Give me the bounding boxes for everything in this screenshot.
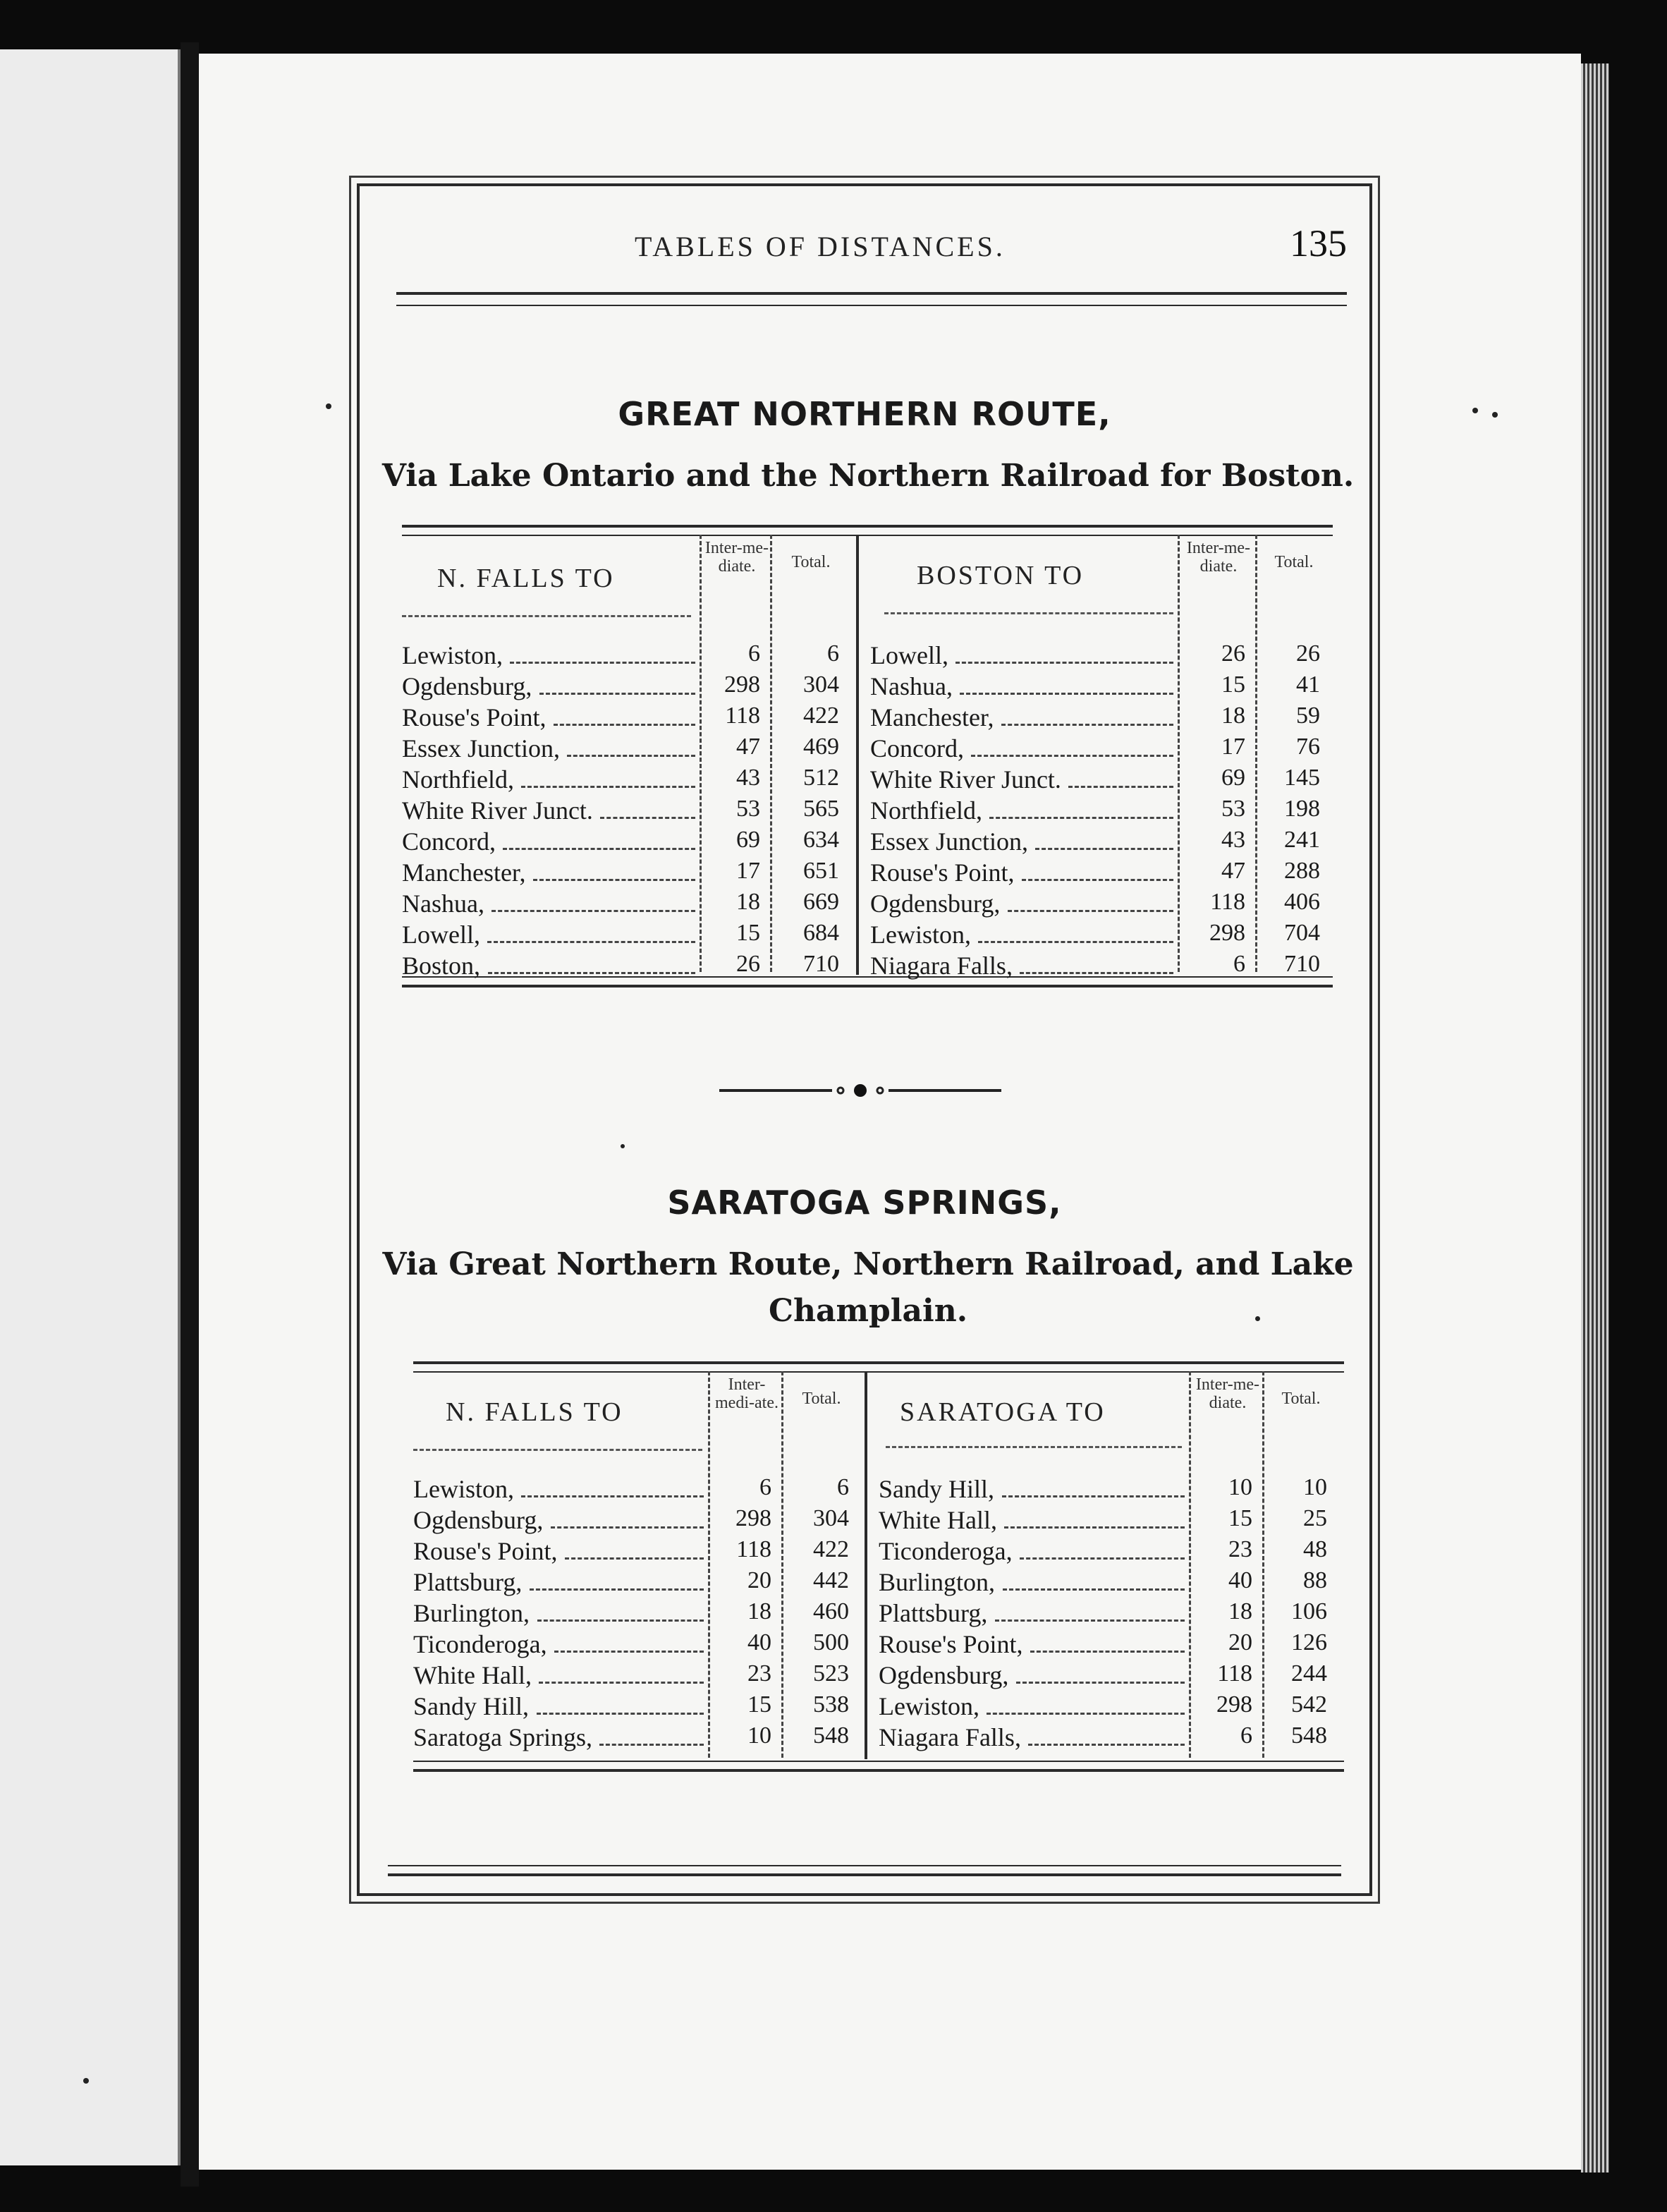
station-name: Ogdensburg, [879, 1661, 1009, 1689]
intermediate-distance: 6 [759, 1474, 771, 1500]
total-distance: 406 [1284, 889, 1320, 915]
total-distance: 6 [827, 640, 839, 667]
total-distance: 710 [1284, 951, 1320, 977]
dot-leader [995, 1620, 1185, 1622]
dot-leader [551, 1526, 704, 1529]
speck [1492, 412, 1498, 418]
table-row [870, 796, 1333, 827]
speck [83, 2078, 89, 2084]
table-row [413, 1598, 862, 1629]
page-frame [357, 183, 1372, 1896]
table-row [413, 1629, 862, 1660]
station-name: Ogdensburg, [870, 889, 1001, 918]
dot-leader [503, 848, 695, 850]
intermediate-distance: 20 [747, 1567, 771, 1593]
dot-leader [600, 817, 695, 819]
intermediate-distance: 26 [1221, 640, 1245, 667]
intermediate-distance: 118 [725, 703, 760, 729]
total-distance: 542 [1291, 1691, 1327, 1718]
intermediate-distance: 53 [736, 796, 760, 822]
total-distance: 10 [1303, 1474, 1327, 1500]
total-distance: 684 [803, 920, 839, 946]
dot-leader [554, 1651, 704, 1653]
intermediate-distance: 20 [1228, 1629, 1252, 1655]
intermediate-distance: 53 [1221, 796, 1245, 822]
inter-column-header: Inter-medi-ate. [715, 1375, 778, 1412]
table-row [870, 765, 1333, 796]
table-row [413, 1536, 862, 1567]
station-name: Rouse's Point, [402, 703, 546, 731]
dot-leader [1003, 1588, 1185, 1591]
dot-leader [989, 817, 1173, 819]
table-row [879, 1691, 1344, 1722]
page-stack-edge [1581, 63, 1609, 2172]
total-distance: 244 [1291, 1660, 1327, 1687]
table-row [402, 827, 853, 858]
station-name: Plattsburg, [413, 1568, 523, 1596]
table-row [402, 796, 853, 827]
page-number: 135 [1290, 222, 1347, 265]
table-row [870, 889, 1333, 920]
table-row [413, 1660, 862, 1691]
total-distance: 669 [803, 889, 839, 915]
station-name: Rouse's Point, [413, 1537, 558, 1565]
section2-title: SARATOGA SPRINGS, [667, 1184, 1062, 1222]
dot-leader [537, 1713, 704, 1715]
table-row [402, 672, 853, 703]
dot-leader [539, 693, 695, 695]
station-name: Lowell, [402, 920, 480, 949]
station-name: Essex Junction, [402, 734, 560, 762]
table-row [413, 1505, 862, 1536]
intermediate-distance: 15 [747, 1691, 771, 1718]
inter-column-header: Inter-me-diate. [1186, 539, 1251, 576]
total-distance: 241 [1284, 827, 1320, 853]
header-dash-rule [413, 1449, 702, 1451]
total-distance: 634 [803, 827, 839, 853]
dot-leader [537, 1620, 704, 1622]
table-row [870, 920, 1333, 951]
total-distance: 460 [813, 1598, 849, 1624]
dot-leader [1020, 1557, 1185, 1560]
station-name: Lewiston, [870, 920, 971, 949]
station-name: Manchester, [402, 858, 526, 887]
intermediate-distance: 298 [1209, 920, 1245, 946]
dot-leader [1002, 1495, 1185, 1497]
table-row [870, 858, 1333, 889]
table-row [879, 1505, 1344, 1536]
total-distance: 6 [837, 1474, 849, 1500]
intermediate-distance: 298 [735, 1505, 771, 1531]
dot-leader [521, 786, 695, 788]
total-distance: 288 [1284, 858, 1320, 884]
table-row [402, 920, 853, 951]
station-name: Ogdensburg, [402, 672, 532, 700]
table-row [402, 640, 853, 672]
total-distance: 710 [803, 951, 839, 977]
dot-leader [491, 910, 695, 912]
dot-leader [960, 693, 1173, 695]
total-distance: 145 [1284, 765, 1320, 791]
table-row [879, 1536, 1344, 1567]
running-head [360, 222, 1369, 268]
speck [1472, 408, 1478, 413]
dot-leader [1020, 972, 1173, 974]
dot-leader [565, 1557, 704, 1560]
station-name: Burlington, [413, 1599, 530, 1627]
intermediate-distance: 23 [747, 1660, 771, 1687]
intermediate-distance: 69 [1221, 765, 1245, 791]
total-distance: 422 [813, 1536, 849, 1562]
intermediate-distance: 118 [1217, 1660, 1252, 1687]
station-name: Ticonderoga, [413, 1630, 547, 1658]
intermediate-distance: 18 [1228, 1598, 1252, 1624]
total-column-header: Total. [1281, 1390, 1321, 1408]
total-distance: 88 [1303, 1567, 1327, 1593]
total-distance: 26 [1296, 640, 1320, 667]
intermediate-distance: 6 [1233, 951, 1245, 977]
dot-leader [567, 755, 695, 757]
total-distance: 469 [803, 734, 839, 760]
table-row [402, 858, 853, 889]
total-distance: 76 [1296, 734, 1320, 760]
table-center-divider [865, 1371, 867, 1759]
intermediate-distance: 40 [1228, 1567, 1252, 1593]
table-row [870, 703, 1333, 734]
intermediate-distance: 15 [736, 920, 760, 946]
dot-leader [955, 662, 1173, 664]
table-row [413, 1722, 862, 1754]
dot-leader [487, 941, 695, 943]
total-distance: 651 [803, 858, 839, 884]
table-row [402, 765, 853, 796]
distance-table-great-northern [402, 525, 1333, 990]
facing-page-edge [0, 49, 181, 2165]
table-row [402, 734, 853, 765]
station-name: Ogdensburg, [413, 1506, 544, 1534]
intermediate-distance: 17 [736, 858, 760, 884]
header-dash-rule [402, 615, 691, 617]
table-row [879, 1567, 1344, 1598]
total-column-header: Total. [791, 553, 831, 571]
intermediate-distance: 23 [1228, 1536, 1252, 1562]
section1-title: GREAT NORTHERN ROUTE, [618, 395, 1111, 433]
station-name: White River Junct. [402, 796, 593, 825]
station-name: Boston, [402, 952, 481, 980]
station-name: Saratoga Springs, [413, 1723, 592, 1751]
inter-column-header: Inter-me-diate. [1195, 1375, 1260, 1412]
dot-leader [987, 1713, 1185, 1715]
intermediate-distance: 43 [736, 765, 760, 791]
total-distance: 422 [803, 703, 839, 729]
station-name: Sandy Hill, [413, 1692, 530, 1720]
dot-leader [1008, 910, 1173, 912]
table-center-divider [856, 535, 859, 975]
total-distance: 565 [803, 796, 839, 822]
intermediate-distance: 17 [1221, 734, 1245, 760]
station-name: Manchester, [870, 703, 994, 731]
intermediate-distance: 298 [724, 672, 760, 698]
intermediate-distance: 15 [1221, 672, 1245, 698]
station-name: White Hall, [413, 1661, 532, 1689]
left-heading: N. FALLS TO [446, 1397, 623, 1427]
page-bottom-rule [388, 1865, 1341, 1876]
total-distance: 106 [1291, 1598, 1327, 1624]
total-column-header: Total. [802, 1390, 841, 1408]
dot-leader [971, 755, 1173, 757]
intermediate-distance: 18 [736, 889, 760, 915]
table-row [413, 1474, 862, 1505]
table-row [402, 703, 853, 734]
total-distance: 548 [813, 1722, 849, 1749]
intermediate-distance: 6 [748, 640, 760, 667]
right-heading: SARATOGA TO [900, 1397, 1106, 1427]
intermediate-distance: 40 [747, 1629, 771, 1655]
station-name: Rouse's Point, [870, 858, 1015, 887]
intermediate-distance: 18 [747, 1598, 771, 1624]
table-row [870, 734, 1333, 765]
total-distance: 304 [813, 1505, 849, 1531]
section1-subtitle: Via Lake Ontario and the Northern Railroad for Boston. [381, 458, 1355, 494]
station-name: Northfield, [402, 765, 514, 794]
dot-leader [510, 662, 695, 664]
intermediate-distance: 118 [1210, 889, 1245, 915]
speck [326, 403, 331, 409]
dot-leader [1028, 1744, 1185, 1746]
station-name: Lewiston, [413, 1475, 514, 1503]
station-name: Concord, [870, 734, 964, 762]
table-row [870, 672, 1333, 703]
table-bottom-rule [413, 1761, 1344, 1772]
total-distance: 59 [1296, 703, 1320, 729]
table-row [402, 951, 853, 982]
dot-leader [1068, 786, 1173, 788]
dot-leader [1016, 1682, 1185, 1684]
intermediate-distance: 43 [1221, 827, 1245, 853]
header-rule [396, 292, 1347, 306]
table-row [870, 640, 1333, 672]
intermediate-distance: 15 [1228, 1505, 1252, 1531]
dot-leader [533, 879, 695, 881]
total-distance: 704 [1284, 920, 1320, 946]
station-name: Northfield, [870, 796, 982, 825]
intermediate-distance: 6 [1240, 1722, 1252, 1749]
dot-leader [1004, 1526, 1185, 1529]
total-distance: 126 [1291, 1629, 1327, 1655]
table-row [413, 1691, 862, 1722]
running-title: TABLES OF DISTANCES. [635, 231, 1006, 262]
intermediate-distance: 69 [736, 827, 760, 853]
total-distance: 512 [803, 765, 839, 791]
dot-leader [1001, 724, 1173, 726]
intermediate-distance: 298 [1216, 1691, 1252, 1718]
total-distance: 538 [813, 1691, 849, 1718]
total-distance: 41 [1296, 672, 1320, 698]
table-row [870, 827, 1333, 858]
gutter [181, 42, 199, 2187]
table-row [879, 1722, 1344, 1754]
station-name: Burlington, [879, 1568, 996, 1596]
intermediate-distance: 47 [1221, 858, 1245, 884]
total-distance: 523 [813, 1660, 849, 1687]
intermediate-distance: 18 [1221, 703, 1245, 729]
inter-column-header: Inter-me-diate. [704, 539, 769, 576]
intermediate-distance: 10 [1228, 1474, 1252, 1500]
total-distance: 198 [1284, 796, 1320, 822]
section2-subtitle-line1: Via Great Northern Route, Northern Railroad, and Lake [382, 1246, 1354, 1282]
intermediate-distance: 47 [736, 734, 760, 760]
ornament-divider [719, 1083, 1001, 1098]
dot-leader [978, 941, 1173, 943]
intermediate-distance: 118 [736, 1536, 771, 1562]
total-distance: 304 [803, 672, 839, 698]
dot-leader [599, 1744, 704, 1746]
table-row [879, 1474, 1344, 1505]
dot-leader [488, 972, 695, 974]
station-name: Ticonderoga, [879, 1537, 1013, 1565]
table-row [870, 951, 1333, 982]
station-name: Sandy Hill, [879, 1475, 995, 1503]
distance-table-saratoga [413, 1361, 1344, 1770]
total-distance: 548 [1291, 1722, 1327, 1749]
dot-leader [521, 1495, 704, 1497]
total-column-header: Total. [1274, 553, 1314, 571]
intermediate-distance: 10 [747, 1722, 771, 1749]
station-name: Nashua, [870, 672, 953, 700]
station-name: Rouse's Point, [879, 1630, 1023, 1658]
station-name: White Hall, [879, 1506, 997, 1534]
station-name: Concord, [402, 827, 496, 856]
dot-leader [1022, 879, 1173, 881]
intermediate-distance: 26 [736, 951, 760, 977]
total-distance: 25 [1303, 1505, 1327, 1531]
table-row [879, 1598, 1344, 1629]
table-row [879, 1660, 1344, 1691]
left-heading: N. FALLS TO [437, 564, 615, 593]
total-distance: 500 [813, 1629, 849, 1655]
table-row [879, 1629, 1344, 1660]
station-name: Lowell, [870, 641, 948, 669]
station-name: Niagara Falls, [879, 1723, 1021, 1751]
table-row [402, 889, 853, 920]
dot-leader [1035, 848, 1173, 850]
right-heading: BOSTON TO [917, 561, 1085, 590]
header-dash-rule [884, 612, 1173, 614]
table-row [413, 1567, 862, 1598]
section2-subtitle-line2: Champlain. [768, 1293, 968, 1329]
total-distance: 442 [813, 1567, 849, 1593]
station-name: Lewiston, [402, 641, 503, 669]
station-name: Niagara Falls, [870, 952, 1013, 980]
dot-leader [530, 1588, 704, 1591]
total-distance: 48 [1303, 1536, 1327, 1562]
station-name: Nashua, [402, 889, 484, 918]
dot-leader [539, 1682, 704, 1684]
dot-leader [1030, 1651, 1185, 1653]
dot-leader [554, 724, 695, 726]
station-name: Lewiston, [879, 1692, 979, 1720]
station-name: White River Junct. [870, 765, 1061, 794]
station-name: Essex Junction, [870, 827, 1028, 856]
station-name: Plattsburg, [879, 1599, 988, 1627]
header-dash-rule [886, 1446, 1182, 1448]
